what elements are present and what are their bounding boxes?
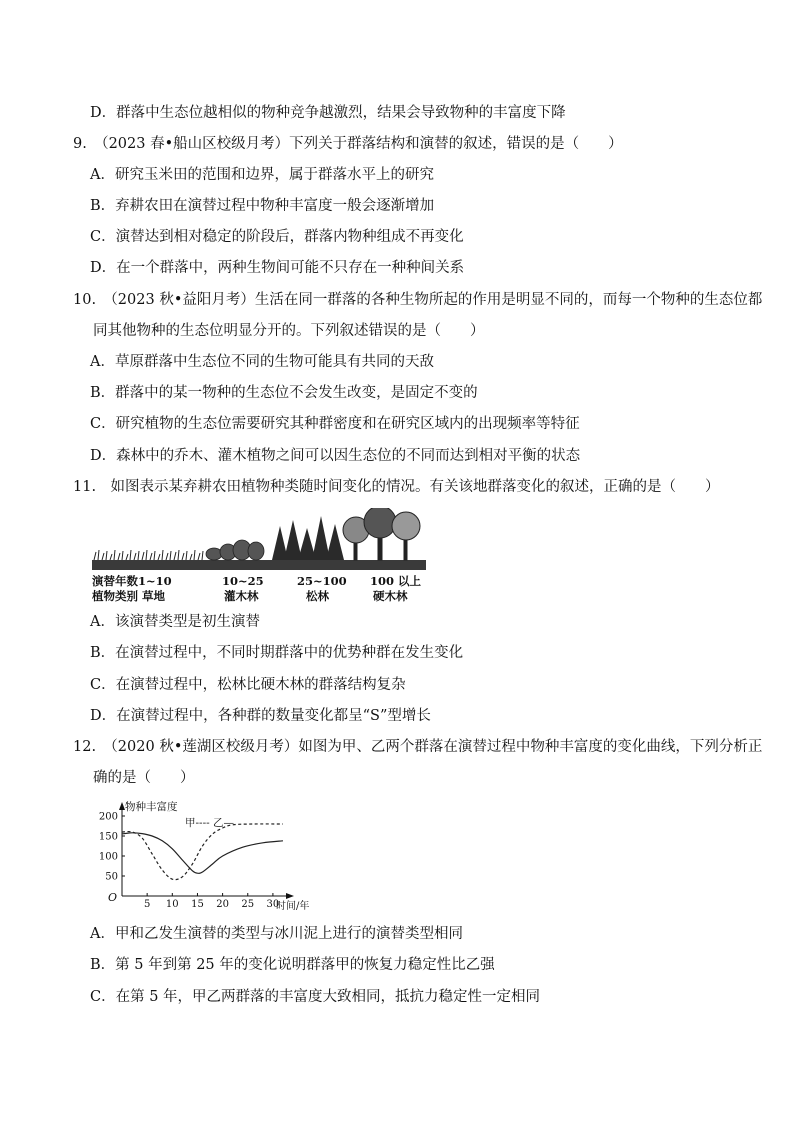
succession-figure [92,508,428,606]
x-tick-label-0: 5 [143,899,151,910]
q10-option-b: B．群落中的某一物种的生态位不会发生改变，是固定不变的 [90,385,478,401]
q9-option-a: A．研究玉米田的范围和边界，属于群落水平上的研究 [90,167,434,183]
q12-option-b: B．第 5 年到第 25 年的变化说明群落甲的恢复力稳定性比乙强 [90,957,495,973]
y-tick-label-1: 100 [98,851,118,863]
q12-stem-line1: 12. （2020 秋•莲湖区校级月考）如图为甲、乙两个群落在演替过程中物种丰富度的变化曲线，下列分析正 [73,739,763,755]
fig-stage-type-1: 灌木林 [224,589,259,603]
x-tick-label-2: 15 [191,899,204,910]
y-axis-label: 物种丰富度 [125,801,178,813]
x-tick-label-3: 20 [216,899,229,910]
q10-option-a: A．草原群落中生态位不同的生物可能具有共同的天敌 [90,354,434,370]
q12-option-c: C．在第 5 年，甲乙两群落的丰富度大致相同，抵抗力稳定性一定相同 [90,989,541,1005]
fig-stage-years-3: 100 以上 [370,574,422,588]
q11-option-a: A．该演替类型是初生演替 [90,614,260,630]
y-tick-label-2: 150 [98,831,118,843]
x-tick-label-1: 10 [165,899,179,910]
series-line-yi [122,833,283,874]
origin-label: O [108,891,118,904]
q9-stem: 9. （2023 春•船山区校级月考）下列关于群落结构和演替的叙述，错误的是（ ） [73,136,623,152]
y-tick-label-0: 50 [105,871,118,883]
fig-row1-label: 演替年数1~10 [92,574,172,588]
q11-stem: 11. 如图表示某弃耕农田植物种类随时间变化的情况。有关该地群落变化的叙述，正确的是（ ） [73,479,720,495]
q8-option-d: D．群落中生态位越相似的物种竞争越激烈，结果会导致物种的丰富度下降 [90,105,566,121]
legend-text: 甲---- 乙— [185,817,235,829]
q11-option-c: C．在演替过程中，松林比硬木林的群落结构复杂 [90,677,406,693]
q11-option-b: B．在演替过程中，不同时期群落中的优势种群在发生变化 [90,645,464,661]
ground-band [92,560,426,570]
q9-option-d: D．在一个群落中，两种生物间可能不只存在一种种间关系 [90,260,465,276]
q12-option-a: A．甲和乙发生演替的类型与冰川泥上进行的演替类型相同 [90,926,463,942]
shrub-illustration [206,540,264,560]
q10-option-c: C．研究植物的生态位需要研究其种群密度和在研究区域内的出现频率等特征 [90,416,580,432]
richness-chart [88,798,314,914]
pine-illustration [272,516,344,560]
q9-option-c: C．演替达到相对稳定的阶段后，群落内物种组成不再变化 [90,229,464,245]
grass-illustration [94,550,203,560]
x-tick-label-4: 25 [241,899,255,910]
q10-option-d: D．森林中的乔木、灌木植物之间可以因生态位的不同而达到相对平衡的状态 [90,448,581,464]
fig-stage-years-2: 25~100 [297,574,347,588]
q9-option-b: B．弃耕农田在演替过程中物种丰富度一般会逐渐增加 [90,198,435,214]
y-tick-label-3: 200 [98,811,118,823]
q10-stem-line2: 同其他物种的生态位明显分开的。下列叙述错误的是（ ） [93,323,485,339]
fig-row2-label: 植物类别 草地 [92,589,166,603]
x-axis-label: 时间/年 [276,901,310,912]
q11-option-d: D．在演替过程中，各种群的数量变化都呈“S”型增长 [90,708,431,724]
x-axis-arrow [286,893,294,899]
q12-stem-line2: 确的是（ ） [93,770,195,786]
fig-stage-type-2: 松林 [306,589,329,603]
q10-stem-line1: 10. （2023 秋•益阳月考）生活在同一群落的各种生物所起的作用是明显不同的，而每一个物种的生态位都 [73,292,763,308]
fig-stage-years-1: 10~25 [222,574,264,588]
hardwood-illustration [343,508,420,560]
fig-stage-type-3: 硬木林 [373,589,408,603]
x-tick-label-5: 30 [266,899,280,910]
